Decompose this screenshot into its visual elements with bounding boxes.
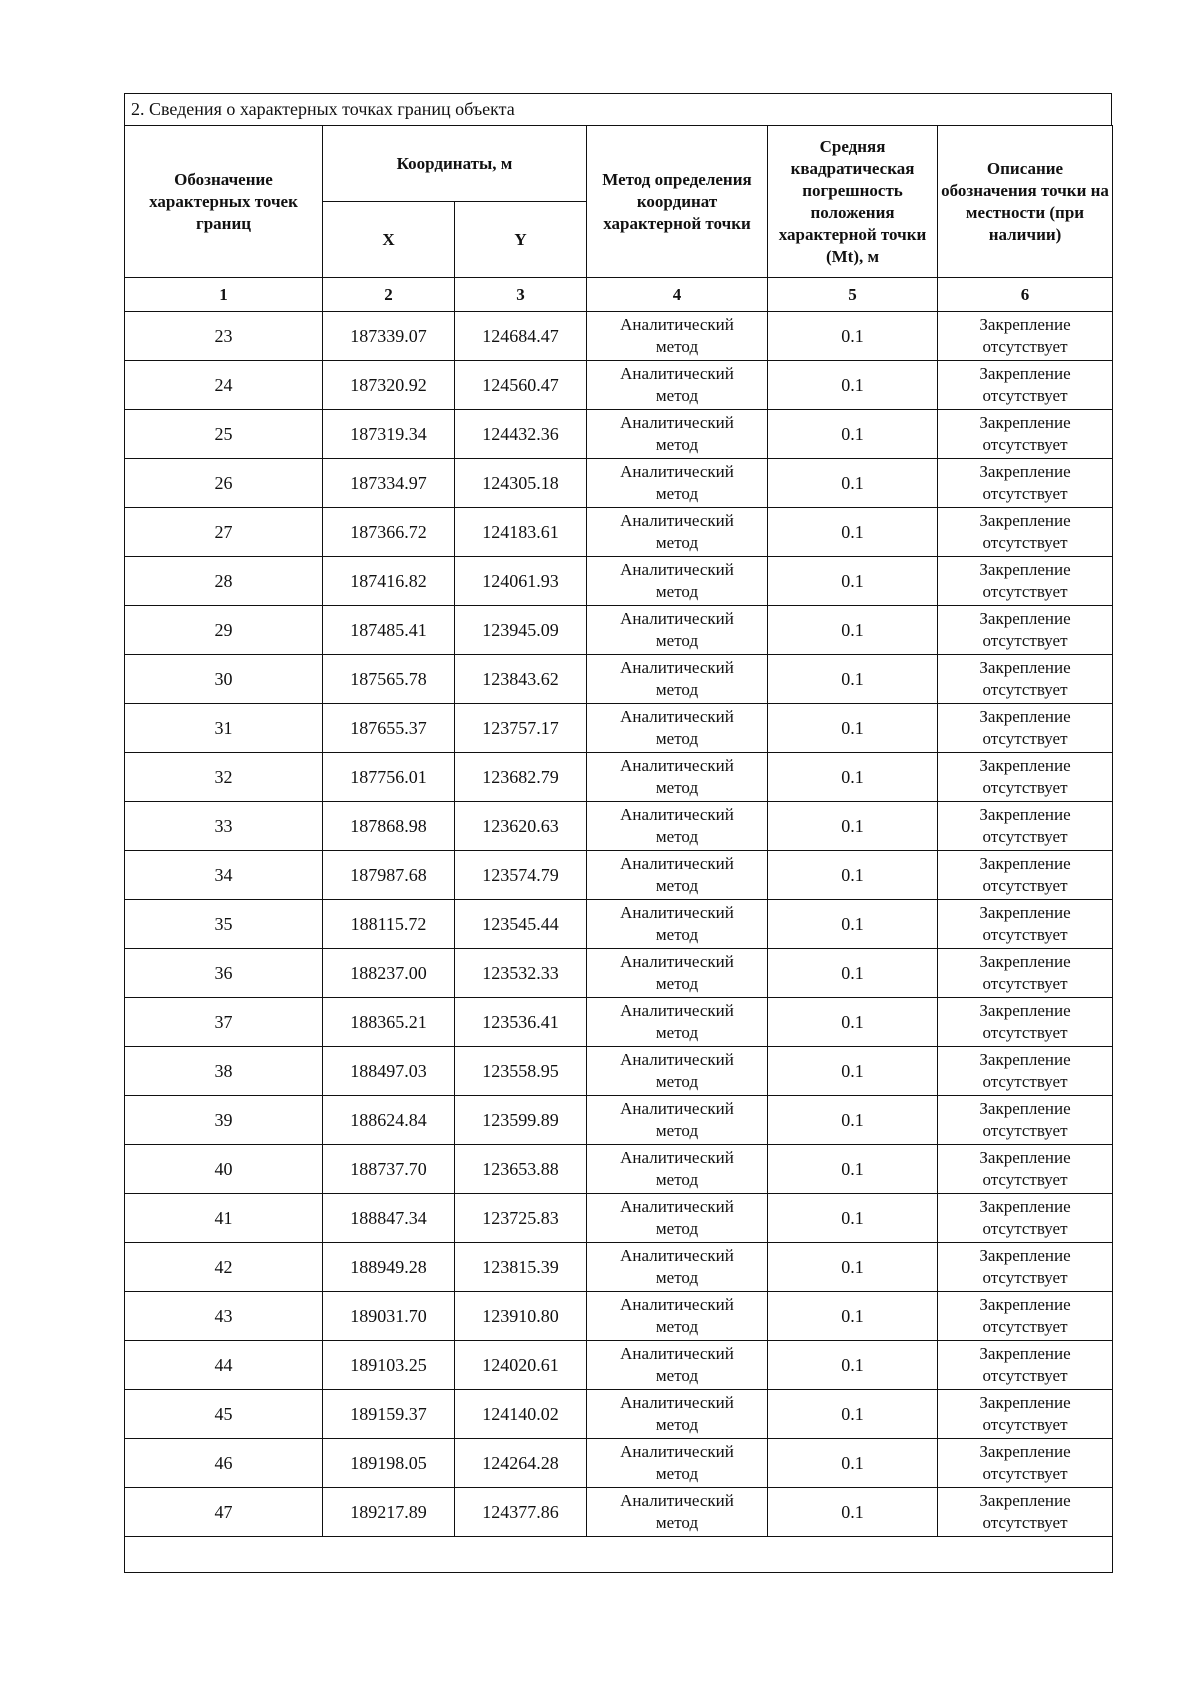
point-number-cell: 36	[125, 949, 323, 998]
error-cell: 0.1	[768, 1341, 938, 1390]
y-coordinate-cell: 124684.47	[455, 312, 587, 361]
header-y: Y	[455, 202, 587, 278]
description-cell-line1: Закрепление	[979, 1295, 1071, 1314]
method-cell-line2: метод	[655, 974, 699, 993]
method-cell	[587, 1439, 768, 1488]
method-cell-line1: Аналитический	[620, 315, 734, 334]
description-cell-line1: Закрепление	[979, 1050, 1071, 1069]
method-cell-line2: метод	[655, 484, 699, 503]
error-cell: 0.1	[768, 361, 938, 410]
point-number-cell: 45	[125, 1390, 323, 1439]
x-coordinate-cell: 187334.97	[323, 459, 455, 508]
point-number-cell: 35	[125, 900, 323, 949]
method-cell-line1: Аналитический	[620, 364, 734, 383]
method-cell-line2: метод	[655, 778, 699, 797]
table-row	[125, 655, 1113, 704]
description-cell-line1: Закрепление	[979, 756, 1071, 775]
method-cell-line2: метод	[655, 680, 699, 699]
y-coordinate-cell: 124264.28	[455, 1439, 587, 1488]
description-cell-line2: отсутствует	[982, 582, 1068, 601]
method-cell	[587, 851, 768, 900]
y-coordinate-cell: 124305.18	[455, 459, 587, 508]
header-coords: Координаты, м	[323, 126, 587, 202]
point-number-cell: 32	[125, 753, 323, 802]
table-row	[125, 949, 1113, 998]
description-cell	[938, 851, 1113, 900]
table-row	[125, 312, 1113, 361]
method-cell	[587, 1096, 768, 1145]
column-number: 6	[938, 278, 1113, 312]
method-cell	[587, 949, 768, 998]
method-cell-line1: Аналитический	[620, 805, 734, 824]
description-cell-line1: Закрепление	[979, 315, 1071, 334]
table-row	[125, 1096, 1113, 1145]
method-cell-line1: Аналитический	[620, 756, 734, 775]
table-row	[125, 459, 1113, 508]
y-coordinate-cell: 124560.47	[455, 361, 587, 410]
method-cell-line1: Аналитический	[620, 1442, 734, 1461]
y-coordinate-cell: 123725.83	[455, 1194, 587, 1243]
x-coordinate-cell: 189103.25	[323, 1341, 455, 1390]
x-coordinate-cell: 187565.78	[323, 655, 455, 704]
x-coordinate-cell: 188237.00	[323, 949, 455, 998]
method-cell-line1: Аналитический	[620, 609, 734, 628]
point-number-cell: 37	[125, 998, 323, 1047]
table-row	[125, 1390, 1113, 1439]
description-cell	[938, 998, 1113, 1047]
method-cell-line2: метод	[655, 1366, 699, 1385]
description-cell-line1: Закрепление	[979, 1148, 1071, 1167]
method-cell-line1: Аналитический	[620, 560, 734, 579]
method-cell-line2: метод	[655, 1513, 699, 1532]
error-cell: 0.1	[768, 1292, 938, 1341]
method-cell	[587, 1341, 768, 1390]
y-coordinate-cell: 123599.89	[455, 1096, 587, 1145]
description-cell-line2: отсутствует	[982, 1464, 1068, 1483]
error-cell: 0.1	[768, 1194, 938, 1243]
header-x: X	[323, 202, 455, 278]
description-cell-line2: отсутствует	[982, 876, 1068, 895]
point-number-cell: 40	[125, 1145, 323, 1194]
table-row	[125, 1194, 1113, 1243]
column-number: 3	[455, 278, 587, 312]
error-cell: 0.1	[768, 1390, 938, 1439]
point-number-cell: 38	[125, 1047, 323, 1096]
description-cell	[938, 1096, 1113, 1145]
table-row	[125, 1047, 1113, 1096]
table-row	[125, 1341, 1113, 1390]
point-number-cell: 39	[125, 1096, 323, 1145]
table-row	[125, 1488, 1113, 1537]
description-cell-line2: отсутствует	[982, 337, 1068, 356]
boundary-points-table	[124, 125, 1113, 1573]
description-cell-line2: отсутствует	[982, 1268, 1068, 1287]
error-cell: 0.1	[768, 998, 938, 1047]
y-coordinate-cell: 124020.61	[455, 1341, 587, 1390]
description-cell-line2: отсутствует	[982, 533, 1068, 552]
section-title: 2. Сведения о характерных точках границ объекта	[124, 93, 1112, 125]
description-cell-line1: Закрепление	[979, 854, 1071, 873]
method-cell-line2: метод	[655, 582, 699, 601]
method-cell	[587, 312, 768, 361]
description-cell-line1: Закрепление	[979, 1099, 1071, 1118]
description-cell-line1: Закрепление	[979, 952, 1071, 971]
method-cell-line2: метод	[655, 1072, 699, 1091]
y-coordinate-cell: 123536.41	[455, 998, 587, 1047]
description-cell-line2: отсутствует	[982, 1415, 1068, 1434]
method-cell-line2: метод	[655, 1121, 699, 1140]
error-cell: 0.1	[768, 557, 938, 606]
table-row	[125, 557, 1113, 606]
method-cell	[587, 900, 768, 949]
method-cell	[587, 802, 768, 851]
y-coordinate-cell: 124183.61	[455, 508, 587, 557]
method-cell-line1: Аналитический	[620, 707, 734, 726]
method-cell-line2: метод	[655, 925, 699, 944]
method-cell	[587, 557, 768, 606]
y-coordinate-cell: 123558.95	[455, 1047, 587, 1096]
description-cell	[938, 900, 1113, 949]
x-coordinate-cell: 189217.89	[323, 1488, 455, 1537]
description-cell-line2: отсутствует	[982, 435, 1068, 454]
table-row	[125, 606, 1113, 655]
description-cell-line1: Закрепление	[979, 1442, 1071, 1461]
x-coordinate-cell: 188624.84	[323, 1096, 455, 1145]
method-cell-line2: метод	[655, 435, 699, 454]
method-cell-line1: Аналитический	[620, 1393, 734, 1412]
table-row	[125, 753, 1113, 802]
x-coordinate-cell: 189198.05	[323, 1439, 455, 1488]
method-cell	[587, 459, 768, 508]
table-row	[125, 851, 1113, 900]
table-row	[125, 1243, 1113, 1292]
point-number-cell: 47	[125, 1488, 323, 1537]
description-cell-line2: отсутствует	[982, 1366, 1068, 1385]
x-coordinate-cell: 189159.37	[323, 1390, 455, 1439]
table-row	[125, 1292, 1113, 1341]
empty-cell	[125, 1537, 1113, 1573]
y-coordinate-cell: 123945.09	[455, 606, 587, 655]
description-cell-line2: отсутствует	[982, 778, 1068, 797]
table-row	[125, 508, 1113, 557]
description-cell	[938, 1243, 1113, 1292]
column-number: 4	[587, 278, 768, 312]
description-cell	[938, 1194, 1113, 1243]
y-coordinate-cell: 123815.39	[455, 1243, 587, 1292]
description-cell-line1: Закрепление	[979, 560, 1071, 579]
method-cell-line2: метод	[655, 1317, 699, 1336]
x-coordinate-cell: 188847.34	[323, 1194, 455, 1243]
method-cell-line1: Аналитический	[620, 854, 734, 873]
description-cell-line1: Закрепление	[979, 1001, 1071, 1020]
method-cell-line2: метод	[655, 386, 699, 405]
point-number-cell: 30	[125, 655, 323, 704]
description-cell	[938, 704, 1113, 753]
description-cell	[938, 557, 1113, 606]
y-coordinate-cell: 123757.17	[455, 704, 587, 753]
description-cell	[938, 508, 1113, 557]
x-coordinate-cell: 188737.70	[323, 1145, 455, 1194]
method-cell-line2: метод	[655, 533, 699, 552]
header-error: Средняя квадратическая погрешность положения характерной точки (Mt), м	[768, 126, 938, 278]
method-cell	[587, 1292, 768, 1341]
description-cell-line1: Закрепление	[979, 903, 1071, 922]
method-cell-line2: метод	[655, 631, 699, 650]
description-cell-line1: Закрепление	[979, 707, 1071, 726]
header-description: Описание обозначения точки на местности (при наличии)	[938, 126, 1113, 278]
description-cell-line1: Закрепление	[979, 364, 1071, 383]
point-number-cell: 42	[125, 1243, 323, 1292]
x-coordinate-cell: 188949.28	[323, 1243, 455, 1292]
method-cell-line1: Аналитический	[620, 1001, 734, 1020]
error-cell: 0.1	[768, 410, 938, 459]
description-cell-line2: отсутствует	[982, 729, 1068, 748]
method-cell	[587, 1194, 768, 1243]
point-number-cell: 28	[125, 557, 323, 606]
point-number-cell: 24	[125, 361, 323, 410]
x-coordinate-cell: 188497.03	[323, 1047, 455, 1096]
error-cell: 0.1	[768, 312, 938, 361]
error-cell: 0.1	[768, 851, 938, 900]
description-cell-line2: отсутствует	[982, 631, 1068, 650]
description-cell-line1: Закрепление	[979, 1393, 1071, 1412]
point-number-cell: 34	[125, 851, 323, 900]
method-cell-line2: метод	[655, 1268, 699, 1287]
x-coordinate-cell: 187339.07	[323, 312, 455, 361]
column-number: 1	[125, 278, 323, 312]
description-cell-line2: отсутствует	[982, 1121, 1068, 1140]
y-coordinate-cell: 124061.93	[455, 557, 587, 606]
y-coordinate-cell: 124432.36	[455, 410, 587, 459]
description-cell-line2: отсутствует	[982, 1219, 1068, 1238]
method-cell-line1: Аналитический	[620, 1246, 734, 1265]
description-cell-line1: Закрепление	[979, 1246, 1071, 1265]
error-cell: 0.1	[768, 949, 938, 998]
description-cell	[938, 1488, 1113, 1537]
point-number-cell: 43	[125, 1292, 323, 1341]
point-number-cell: 44	[125, 1341, 323, 1390]
method-cell-line2: метод	[655, 729, 699, 748]
method-cell	[587, 655, 768, 704]
description-cell	[938, 459, 1113, 508]
point-number-cell: 23	[125, 312, 323, 361]
method-cell-line2: метод	[655, 1415, 699, 1434]
error-cell: 0.1	[768, 508, 938, 557]
column-number: 2	[323, 278, 455, 312]
description-cell-line2: отсутствует	[982, 1317, 1068, 1336]
y-coordinate-cell: 123574.79	[455, 851, 587, 900]
x-coordinate-cell: 187366.72	[323, 508, 455, 557]
method-cell-line1: Аналитический	[620, 1295, 734, 1314]
x-coordinate-cell: 187485.41	[323, 606, 455, 655]
description-cell	[938, 606, 1113, 655]
error-cell: 0.1	[768, 1145, 938, 1194]
method-cell-line2: метод	[655, 1219, 699, 1238]
method-cell-line2: метод	[655, 876, 699, 895]
table-body	[125, 312, 1113, 1537]
method-cell	[587, 1390, 768, 1439]
description-cell-line2: отсутствует	[982, 1023, 1068, 1042]
method-cell	[587, 753, 768, 802]
table-row	[125, 1439, 1113, 1488]
description-cell	[938, 753, 1113, 802]
point-number-cell: 46	[125, 1439, 323, 1488]
error-cell: 0.1	[768, 802, 938, 851]
table-row	[125, 900, 1113, 949]
description-cell	[938, 802, 1113, 851]
method-cell-line1: Аналитический	[620, 511, 734, 530]
x-coordinate-cell: 187987.68	[323, 851, 455, 900]
method-cell	[587, 508, 768, 557]
description-cell	[938, 1341, 1113, 1390]
point-number-cell: 41	[125, 1194, 323, 1243]
x-coordinate-cell: 187868.98	[323, 802, 455, 851]
description-cell-line1: Закрепление	[979, 609, 1071, 628]
empty-footer-row	[125, 1537, 1113, 1573]
point-number-cell: 33	[125, 802, 323, 851]
x-coordinate-cell: 187655.37	[323, 704, 455, 753]
error-cell: 0.1	[768, 1096, 938, 1145]
table-row	[125, 704, 1113, 753]
x-coordinate-cell: 187756.01	[323, 753, 455, 802]
method-cell-line1: Аналитический	[620, 1344, 734, 1363]
description-cell-line2: отсутствует	[982, 1513, 1068, 1532]
table-row	[125, 998, 1113, 1047]
method-cell-line2: метод	[655, 827, 699, 846]
description-cell	[938, 1145, 1113, 1194]
description-cell-line2: отсутствует	[982, 680, 1068, 699]
table-row	[125, 410, 1113, 459]
description-cell-line2: отсутствует	[982, 925, 1068, 944]
description-cell-line1: Закрепление	[979, 1197, 1071, 1216]
y-coordinate-cell: 123843.62	[455, 655, 587, 704]
description-cell	[938, 361, 1113, 410]
method-cell-line1: Аналитический	[620, 1148, 734, 1167]
method-cell	[587, 704, 768, 753]
description-cell-line2: отсутствует	[982, 484, 1068, 503]
method-cell-line1: Аналитический	[620, 413, 734, 432]
method-cell-line1: Аналитический	[620, 952, 734, 971]
error-cell: 0.1	[768, 655, 938, 704]
description-cell	[938, 1047, 1113, 1096]
method-cell	[587, 1488, 768, 1537]
error-cell: 0.1	[768, 606, 938, 655]
error-cell: 0.1	[768, 1488, 938, 1537]
method-cell	[587, 606, 768, 655]
description-cell-line1: Закрепление	[979, 413, 1071, 432]
method-cell-line2: метод	[655, 337, 699, 356]
x-coordinate-cell: 188115.72	[323, 900, 455, 949]
description-cell-line2: отсутствует	[982, 974, 1068, 993]
description-cell	[938, 1292, 1113, 1341]
description-cell-line2: отсутствует	[982, 386, 1068, 405]
error-cell: 0.1	[768, 900, 938, 949]
y-coordinate-cell: 124140.02	[455, 1390, 587, 1439]
x-coordinate-cell: 187320.92	[323, 361, 455, 410]
method-cell	[587, 1047, 768, 1096]
method-cell-line1: Аналитический	[620, 1050, 734, 1069]
method-cell-line2: метод	[655, 1170, 699, 1189]
header-point: Обозначение характерных точек границ	[125, 126, 323, 278]
description-cell-line1: Закрепление	[979, 658, 1071, 677]
method-cell-line1: Аналитический	[620, 903, 734, 922]
description-cell	[938, 1439, 1113, 1488]
point-number-cell: 27	[125, 508, 323, 557]
error-cell: 0.1	[768, 704, 938, 753]
description-cell-line1: Закрепление	[979, 511, 1071, 530]
y-coordinate-cell: 123682.79	[455, 753, 587, 802]
point-number-cell: 31	[125, 704, 323, 753]
point-number-cell: 29	[125, 606, 323, 655]
method-cell-line1: Аналитический	[620, 1491, 734, 1510]
y-coordinate-cell: 123653.88	[455, 1145, 587, 1194]
error-cell: 0.1	[768, 459, 938, 508]
description-cell-line2: отсутствует	[982, 1170, 1068, 1189]
document-sheet	[124, 93, 1112, 1573]
method-cell	[587, 1145, 768, 1194]
description-cell	[938, 410, 1113, 459]
method-cell-line1: Аналитический	[620, 462, 734, 481]
method-cell-line1: Аналитический	[620, 658, 734, 677]
x-coordinate-cell: 187416.82	[323, 557, 455, 606]
x-coordinate-cell: 188365.21	[323, 998, 455, 1047]
error-cell: 0.1	[768, 1047, 938, 1096]
description-cell	[938, 949, 1113, 998]
x-coordinate-cell: 189031.70	[323, 1292, 455, 1341]
method-cell-line2: метод	[655, 1023, 699, 1042]
table-row	[125, 1145, 1113, 1194]
table-row	[125, 361, 1113, 410]
description-cell-line1: Закрепление	[979, 805, 1071, 824]
method-cell	[587, 998, 768, 1047]
x-coordinate-cell: 187319.34	[323, 410, 455, 459]
point-number-cell: 26	[125, 459, 323, 508]
y-coordinate-cell: 123910.80	[455, 1292, 587, 1341]
method-cell	[587, 1243, 768, 1292]
error-cell: 0.1	[768, 1243, 938, 1292]
description-cell	[938, 1390, 1113, 1439]
description-cell	[938, 312, 1113, 361]
method-cell	[587, 410, 768, 459]
method-cell	[587, 361, 768, 410]
y-coordinate-cell: 123532.33	[455, 949, 587, 998]
error-cell: 0.1	[768, 753, 938, 802]
header-method: Метод определения координат характерной точки	[587, 126, 768, 278]
method-cell-line1: Аналитический	[620, 1099, 734, 1118]
y-coordinate-cell: 124377.86	[455, 1488, 587, 1537]
point-number-cell: 25	[125, 410, 323, 459]
description-cell-line2: отсутствует	[982, 827, 1068, 846]
y-coordinate-cell: 123545.44	[455, 900, 587, 949]
description-cell-line1: Закрепление	[979, 1491, 1071, 1510]
column-number: 5	[768, 278, 938, 312]
description-cell	[938, 655, 1113, 704]
error-cell: 0.1	[768, 1439, 938, 1488]
method-cell-line1: Аналитический	[620, 1197, 734, 1216]
y-coordinate-cell: 123620.63	[455, 802, 587, 851]
method-cell-line2: метод	[655, 1464, 699, 1483]
description-cell-line1: Закрепление	[979, 462, 1071, 481]
description-cell-line2: отсутствует	[982, 1072, 1068, 1091]
table-row	[125, 802, 1113, 851]
description-cell-line1: Закрепление	[979, 1344, 1071, 1363]
